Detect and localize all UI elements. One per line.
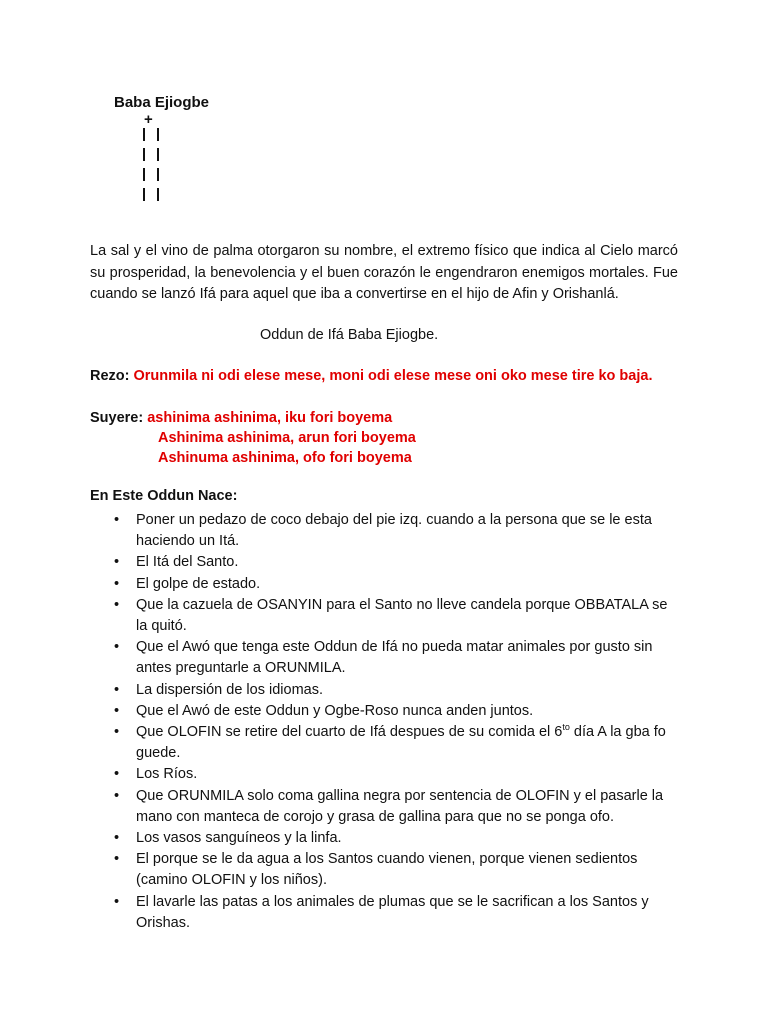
bullet-icon: • (114, 512, 120, 528)
suyere-label: Suyere: (90, 410, 144, 426)
suyere-text: Ashinuma ashinima, ofo fori boyema (158, 450, 412, 466)
odu-sign-row (141, 128, 165, 142)
bullet-icon: • (114, 851, 120, 868)
list-item-text: Que OLOFIN se retire del cuarto de Ifá despues de su comida el 6 (136, 724, 563, 741)
list-item (90, 595, 680, 637)
list-item-text: Los Ríos. (136, 766, 198, 783)
odu-mark (157, 148, 159, 161)
list-item-text: Que el Awó de este Oddun y Ogbe-Roso nunca anden juntos. (136, 702, 534, 719)
rezo-label: Rezo: (90, 368, 130, 384)
list-item (90, 828, 680, 849)
list-item (90, 701, 680, 722)
odu-mark (143, 148, 145, 161)
list-item-text: El golpe de estado. (136, 575, 261, 592)
list-item-text: El porque se le da agua a los Santos cuando vienen, porque vienen sedientos (camino OLOFIN y los niños). (136, 851, 638, 889)
bullet-icon: • (114, 575, 120, 592)
list-item (90, 764, 680, 785)
odu-mark (157, 128, 159, 141)
list-item-text: Poner un pedazo de coco debajo del pie izq. cuando a la persona que se le esta haciendo un Itá. (136, 512, 652, 550)
bullet-icon: • (114, 596, 120, 613)
bullet-icon: • (114, 554, 120, 571)
odu-mark (157, 188, 159, 201)
bullet-icon: • (114, 681, 120, 698)
odu-mark (143, 188, 145, 201)
list-item-text: Los vasos sanguíneos y la linfa. (136, 830, 342, 847)
list-item-text: La dispersión de los idiomas. (136, 681, 323, 698)
bullet-icon: • (114, 702, 120, 719)
subtitle: Oddun de Ifá Baba Ejiogbe. (260, 327, 439, 343)
odu-sign-plus: + (144, 111, 153, 128)
suyere-line (90, 428, 416, 448)
odu-sign-row (141, 148, 165, 162)
list-item-text: Que el Awó que tenga este Oddun de Ifá no pueda matar animales por gusto sin antes preguntarle a ORUNMILA. (136, 639, 653, 677)
suyere-text: Ashinima ashinima, arun fori boyema (158, 430, 416, 446)
superscript: to (562, 722, 570, 733)
list-item (90, 892, 680, 934)
odu-sign-row (141, 168, 165, 182)
suyere-line (90, 408, 416, 428)
bullet-icon: • (114, 830, 120, 847)
odu-mark (143, 128, 145, 141)
nace-list (90, 510, 680, 934)
list-item (90, 786, 680, 828)
list-item (90, 849, 680, 891)
bullet-icon: • (114, 787, 120, 804)
list-item-text: Que ORUNMILA solo coma gallina negra por sentencia de OLOFIN y el pasarle la mano con manteca de corojo y grasa de gallina para que no se ponga ofo. (136, 787, 664, 825)
bullet-icon: • (114, 893, 120, 910)
list-item (90, 552, 680, 573)
suyere-text: ashinima ashinima, iku fori boyema (147, 410, 393, 426)
rezo-line (90, 368, 652, 384)
odu-mark (157, 168, 159, 181)
list-item-text: El Itá del Santo. (136, 554, 239, 571)
bullet-icon: • (114, 766, 120, 783)
section-title: En Este Oddun Nace: (90, 488, 238, 504)
rezo-text: Orunmila ni odi elese mese, moni odi elese mese oni oko mese tire ko baja. (133, 368, 653, 384)
odu-mark (143, 168, 145, 181)
intro-paragraph: La sal y el vino de palma otorgaron su nombre, el extremo físico que indica al Cielo marcó su prosperidad, la benevolencia y el buen corazón le engendraron enemigos mortales. Fue cuando se lanzó Ifá para aquel que iba a convertirse en el hijo de Afin y Orishanlá. (90, 243, 678, 302)
list-item (90, 680, 680, 701)
suyere-line (90, 448, 416, 468)
list-item (90, 574, 680, 595)
odu-title: Baba Ejiogbe (114, 94, 210, 111)
list-item-text: El lavarle las patas a los animales de plumas que se le sacrifican a los Santos y Orishas. (136, 893, 649, 931)
list-item-text-rest: día A la gba fo guede. (136, 724, 666, 762)
list-item (90, 510, 680, 552)
bullet-icon: • (114, 639, 120, 656)
bullet-icon: • (114, 724, 120, 741)
list-item (90, 637, 680, 679)
odu-sign-row (141, 188, 165, 202)
suyere-block (90, 408, 416, 468)
list-item-text: Que la cazuela de OSANYIN para el Santo no lleve candela porque OBBATALA se la quitó. (136, 596, 668, 635)
list-item (90, 722, 680, 764)
